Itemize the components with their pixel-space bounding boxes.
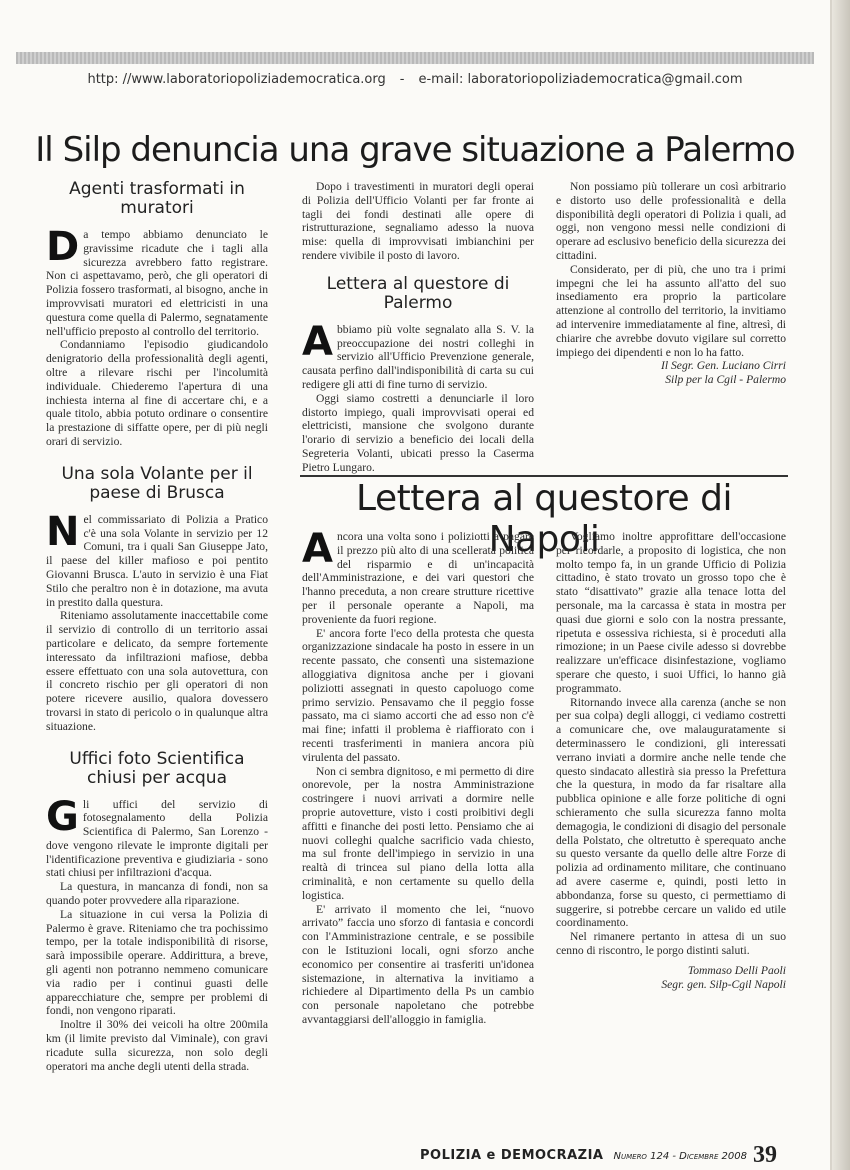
paragraph: Non ci sembra dignitoso, e mi permetto di dire onorevole, per la nostra Amministrazione costringere i nuovi arrivati a dormire nelle proprie autovetture, visto i costi proibitivi degli affitti e finanche dei posti letto. Pensiamo che ai nuovi colleghi qualche sacrificio vada chiesto, ma sul fronte dell'impiego in servizio in una realtà di trincea sul piano della lotta alla criminalità, e non certamente su quello della logistica. <box>302 764 534 902</box>
column-right-top <box>556 180 786 387</box>
paragraph: Vogliamo inoltre approfittare dell'occasione per ricordarle, a proposito di logistica, che non molto tempo fa, in un grande Ufficio di Polizia cittadino, è stato trovato un grosso topo che è stato “disattivato” grazie alla tenace lotta del personale, ma la carcassa è stata in mostra per quasi due giorni e solo con la nostra pressante, ripetuta e ossessiva richiesta, si è proceduti alla rimozione; in un Paese civile adesso si dovrebbe realizzare un'efficace disinfestazione, vogliamo sperare che questo, i suoi Uffici, lo hanno già programmato. <box>556 530 786 695</box>
paragraph: Ritornando invece alla carenza (anche se non per sua colpa) degli alloggi, ci vediamo costretti a comunicare che, ove malauguratamente si determinassero le condizioni, gli interessati verrano inviati a dormire anche nelle tende che questo sindacato allestirà sia presso la Prefettura che la questura, in modo da far risaltare alla pubblica opinione e alle forze politiche di ogni schieramento che sulla sicurezza fanno molta demagogia, le condizioni di disagio del personale della Polstato, che oltretutto è sperequato anche su questo versante da quello delle altre Forze di polizia ad ordinamento militare, che continuano ad avere caserme e, quindi, posti letto in abbondanza, forse su questo, ci permettiamo di suggerire, si potrebbe cercare un valido ed utile coordinamento. <box>556 695 786 930</box>
paragraph: Ancora una volta sono i poliziotti a pagare il prezzo più alto di una scellerata politica del risparmio e di un'incapacità dell'Amministrazione, e dei vari questori che l'hanno preceduta, a non creare strutture ricettive per il personale operante a Napoli, ma proveniente da fuori regione. <box>302 526 534 626</box>
drop-cap: N <box>46 508 80 555</box>
header-separator: - <box>399 72 405 87</box>
drop-cap: G <box>46 793 79 840</box>
magazine-name: POLIZIA e DEMOCRAZIA <box>420 1148 604 1163</box>
paragraph: Inoltre il 30% dei veicoli ha oltre 200mila km (il limite previsto dal Viminale), con gravi ricadute sulla sicurezza, non solo degli operatori ma anche degli utenti della strada. <box>46 1018 268 1073</box>
paragraph: Dopo i travestimenti in muratori degli operai di Polizia dell'Ufficio Volanti per far fronte ai tagli dei fondi destinati alle opere di ristrutturazione, segnaliamo adesso la nuova mise: quella di improvvisati imbianchini per rendere vivibile il posto di lavoro. <box>302 180 534 262</box>
paragraph: Non possiamo più tollerare un così arbitrario e distorto uso delle professionalità e della disponibilità degli operatori di Polizia i quali, ad oggi, non vengono messi nelle condizioni di operare ad esclusivo beneficio della sicurezza dei cittadini. <box>556 180 786 262</box>
page-number: 39 <box>753 1142 778 1168</box>
paragraph: Abbiamo più volte segnalato alla S. V. la preoccupazione dei nostri colleghi in servizio all'Ufficio Prevenzione generale, causata perfino dall'indisponibilità di carta su cui redigere gli atti di fine turno di servizio. <box>302 318 534 391</box>
column-left <box>46 180 268 1073</box>
section-divider <box>300 475 788 477</box>
subtitle-uffici: Uffici foto Scientifica chiusi per acqua <box>69 748 245 788</box>
column-napoli-right <box>556 530 786 991</box>
page-footer <box>420 1142 792 1169</box>
subtitle-volante: Una sola Volante per il paese di Brusca <box>61 463 253 503</box>
drop-cap: D <box>46 224 80 270</box>
paragraph: Riteniamo assolutamente inaccettabile come il servizio di controllo di un territorio assai particolare e delicato, da sempre fortemente interessato da infiltrazioni mafiose, debba essere effettuato con una sola autovettura, con il concreto rischio per gli operatori di non potere ricevere ausilio, qualora dovessero trovarsi in stato di pericolo o in qualunque altra situazione. <box>46 609 268 733</box>
paragraph: Gli uffici del servizio di fotosegnalamento della Polizia Scientifica di Palermo, San Lorenzo - dove vengono rilevate le impronte digitali per l'identificazione preventiva e giudiziaria - sono stati chiusi per infiltrazioni d'acqua. <box>46 793 268 880</box>
paragraph: La situazione in cui versa la Polizia di Palermo è grave. Riteniamo che tra pochissimo tempo, per la totale indisponibilità di risorse, sarà impossibile operare. Addirittura, a breve, gli agenti non potranno nemmeno comunicare via radio per i continui guasti delle apparecchiature che, sempre per problemi di fondi, non vengono riparati. <box>46 907 268 1018</box>
paragraph: Oggi siamo costretti a denunciarle il loro distorto impiego, quali improvvisati operai ed elettricisti, mansione che svolgono durante l'orario di servizio a beneficio dei locali della Segreteria Volanti, ubicati presso la Caserma Pietro Lungaro. <box>302 391 534 474</box>
signature-napoli-name: Tommaso Delli Paoli <box>687 963 786 977</box>
subtitle-agenti: Agenti trasformati in muratori <box>69 179 245 218</box>
header-contacts <box>16 72 814 87</box>
header-bar <box>16 52 814 64</box>
paragraph: E' ancora forte l'eco della protesta che questa organizzazione sindacale ha posto in essere in un recente passato, che consentì una sistemazione alloggiativa dignitosa anche per i giovani poliziotti assegnati in questo capoluogo come primo servizio. Pensavamo che il peggio fosse passato, ma ci siamo accorti che ad esso non c'è mai fine; infatti il problema è riaffiorato con i recenti trasferimenti in maniera ancora più virulenta del passato. <box>302 626 534 764</box>
drop-cap: A <box>302 318 333 365</box>
signature-napoli-role: Segr. gen. Silp-Cgil Napoli <box>661 977 786 991</box>
drop-cap: A <box>302 526 333 572</box>
signature-palermo-name: Il Segr. Gen. Luciano Cirri <box>661 359 786 373</box>
paragraph: E' arrivato il momento che lei, “nuovo arrivato” faccia uno sforzo di fantasia e concordi con l'Amministrazione centrale, e se possibile con le Istituzioni locali, ogni sforzo anche economico per consentire ai trasferiti un'idonea sistemazione, in alternativa la invitiamo a richiedere al Dipartimento della Ps un cambio con personale napoletano che potrebbe avvantaggiarsi dell'alloggio in famiglia. <box>302 902 534 1026</box>
paragraph: La questura, in mancanza di fondi, non sa quando poter provvedere alla riparazione. <box>46 880 268 908</box>
email-address[interactable]: e-mail: laboratoriopoliziademocratica@gmail.com <box>418 72 743 87</box>
paragraph: Nel commissariato di Polizia a Pratico c'è una sola Volante in servizio per 12 Comuni, tra i quali San Giuseppe Jato, il paese del killer mafioso e poi pentito Giovanni Brusca. L'auto in servizio è una Fiat Stilo che peraltro non è in dotazione, ma avuta in prestito dalla questura. <box>46 508 268 609</box>
column-middle-top <box>302 180 534 475</box>
column-napoli-left <box>302 526 534 1027</box>
main-headline: Il Silp denuncia una grave situazione a Palermo <box>35 130 795 170</box>
paragraph: Considerato, per di più, che uno tra i primi impegni che lei ha assunto all'atto del suo insediamento era proprio la particolare attenzione al controllo del territorio, la invitiamo ad intervenire immediatamente al fine, altresì, di chiarire che avrebbe dovuto vigilare sul corretto impiego dei dipendenti e non lo ha fatto. <box>556 262 786 359</box>
subtitle-lettera-palermo: Lettera al questore di Palermo <box>326 273 510 313</box>
paragraph: Condanniamo l'episodio giudicandolo denigratorio della professionalità degli agenti, oltre a rilevare rischi per l'incolumità individuale. Chiederemo l'apertura di una inchiesta interna al fine di accertare chi, e a quale titolo, abbia potuto ordinare o consentire la prestazione di siffatte opere, per di più negli orari di servizio. <box>46 338 268 448</box>
issue-info: Numero 124 - Dicembre 2008 <box>613 1151 748 1162</box>
website-url[interactable]: http: //www.laboratoriopoliziademocratica.org <box>87 72 386 87</box>
napoli-headline: Lettera al questore di Napoli <box>356 478 732 560</box>
signature-palermo-role: Silp per la Cgil - Palermo <box>665 373 786 387</box>
page-edge <box>832 0 850 1170</box>
paragraph: Nel rimanere pertanto in attesa di un suo cenno di riscontro, le porgo distinti saluti. <box>556 930 786 957</box>
paragraph: Da tempo abbiamo denunciato le gravissime ricadute che i tagli alla sicurezza avrebbero fatto registrare. Non ci aspettavamo, però, che gli operatori di Polizia fossero trasformati, al bisogno, anche in improvvisati muratori ed elettricisti in una questura come quella di Palermo, segnatamente nell'ufficio preposto al controllo del territorio. <box>46 224 268 338</box>
